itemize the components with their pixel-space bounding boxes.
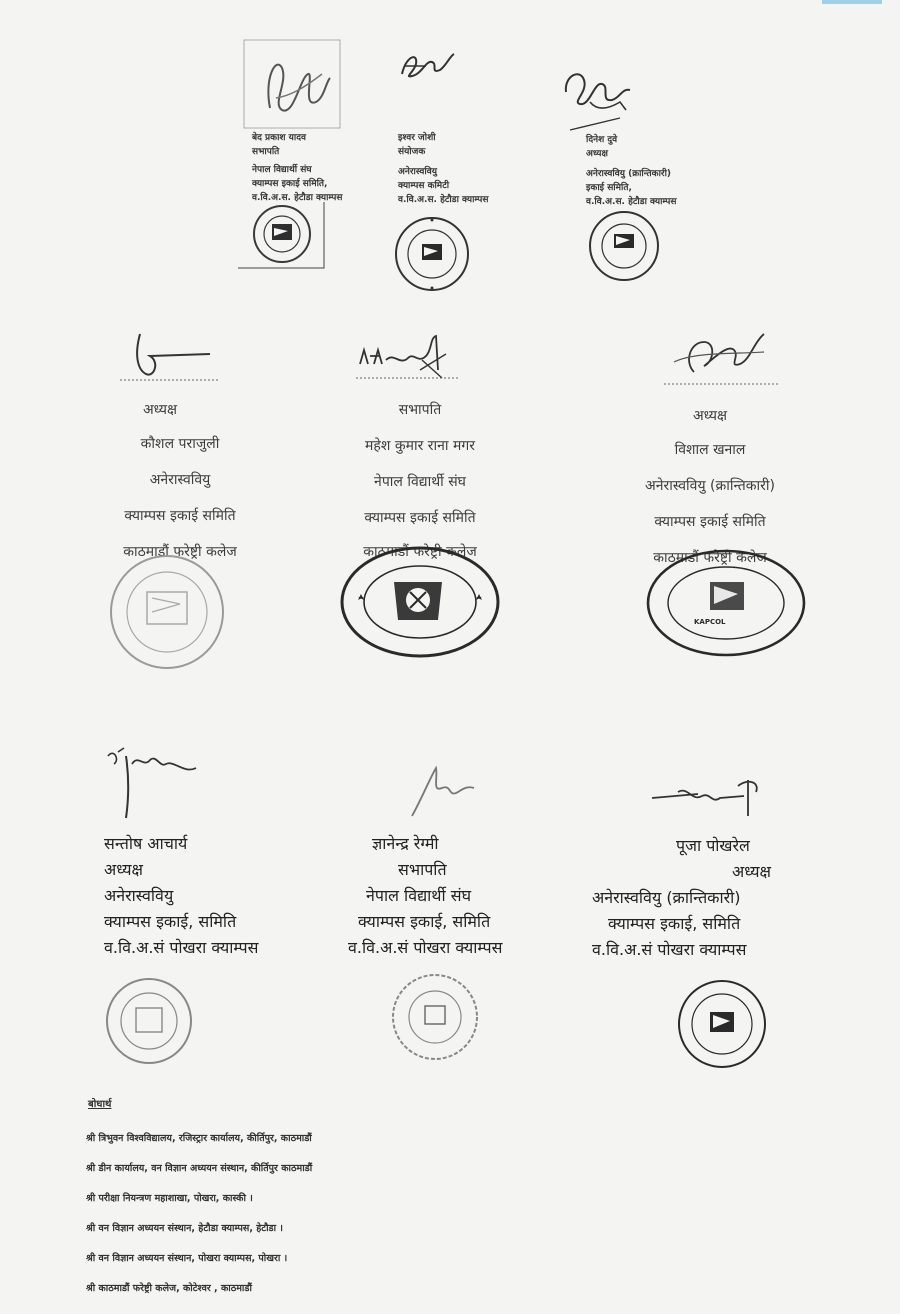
org-line: क्याम्पस इकाई, समिति (358, 912, 491, 931)
org-line: क्याम्पस इकाई, समिति (104, 912, 237, 931)
cc-item: श्री वन विज्ञान अध्ययन संस्थान, हेटौडा क्याम्पस, हेटौडा । (86, 1223, 284, 1234)
signatory-title: सभापति (398, 860, 447, 879)
org-line: व.वि.अ.स. हेटौडा क्याम्पस (398, 195, 489, 205)
official-stamp (236, 200, 328, 274)
official-stamp (102, 552, 232, 676)
official-stamp (390, 972, 480, 1066)
signature-image (654, 322, 784, 392)
signature-image (648, 772, 768, 822)
signatory-name: कौशल पराजुली (140, 436, 220, 452)
org-line: काठमाडौं फरेष्ट्री कलेज (363, 544, 477, 560)
org-line: अनेरास्ववियु (149, 472, 211, 488)
cc-item: श्री काठमाडौं फरेष्ट्री कलेज, कोटेश्वर , काठमाडौं (86, 1283, 252, 1294)
cc-list (86, 1124, 312, 1304)
cc-heading: बोधार्थ (88, 1099, 112, 1110)
org-line: नेपाल विद्यार्थी संघ (252, 165, 312, 175)
signatory-name: इश्वर जोशी (398, 133, 436, 143)
signatory-name: ज्ञानेन्द्र रेग्मी (372, 834, 439, 853)
signatory-title: अध्यक्ष (142, 402, 178, 418)
org-line: क्याम्पस इकाई समिति (364, 510, 476, 526)
official-stamp (392, 214, 472, 298)
signatory-bot-1 (104, 744, 304, 1074)
signatory-name: पूजा पोखरेल (676, 836, 750, 855)
org-line: काठमाडौं फरेष्ट्री कलेज (123, 544, 237, 560)
org-line: क्याम्पस इकाई, समिति (608, 914, 741, 933)
org-line: अनेरास्ववियु (क्रान्तिकारी) (592, 888, 741, 907)
signatory-title: सभापति (398, 402, 442, 418)
org-line: इकाई समिति, (586, 183, 632, 193)
org-line: क्याम्पस इकाई समिति (124, 508, 236, 524)
signatory-top-2 (380, 44, 520, 296)
signatory-mid-3 (610, 322, 810, 662)
org-line: क्याम्पस इकाई समिति, (252, 179, 328, 189)
cc-item: श्री वन विज्ञान अध्ययन संस्थान, पोखरा क्याम्पस, पोखरा । (86, 1253, 288, 1264)
official-stamp (586, 208, 662, 288)
signatory-title: अध्यक्ष (104, 860, 143, 879)
org-line: अनेरास्ववियु (क्रान्तिकारी) (586, 169, 672, 179)
signatory-title: अध्यक्ष (586, 149, 608, 159)
org-line: नेपाल विद्यार्थी संघ (366, 886, 472, 905)
signatory-title: अध्यक्ष (732, 862, 771, 881)
signatory-bot-3 (592, 772, 812, 1072)
signatory-mid-1 (80, 326, 280, 666)
signature-image (104, 744, 204, 824)
signature-image (120, 326, 260, 386)
signatory-name: दिनेश दुवे (586, 135, 618, 145)
signatory-top-1 (236, 38, 343, 270)
signatory-title: सभापति (252, 147, 280, 157)
org-line: अनेरास्ववियु (104, 886, 174, 905)
signatory-name: महेश कुमार राना मगर (365, 438, 475, 454)
signature-image (402, 758, 482, 828)
stamp-label: KAPCOL (694, 618, 726, 626)
org-line: अनेरास्ववियु (क्रान्तिकारी) (645, 478, 775, 494)
signature-image (396, 44, 466, 84)
signatory-bot-2 (348, 758, 548, 1078)
cc-item: श्री परीक्षा नियन्त्रण महाशाखा, पोखरा, कास्की । (86, 1193, 253, 1204)
org-line: व.वि.अ.स. हेटौडा क्याम्पस (586, 197, 677, 207)
signatory-name: विशाल खनाल (674, 442, 746, 458)
official-stamp (338, 544, 502, 664)
signatory-title: अध्यक्ष (692, 408, 728, 424)
official-stamp (104, 976, 194, 1070)
official-stamp (644, 548, 808, 662)
org-line: व.वि.अ.सं पोखरा क्याम्पस (104, 938, 259, 957)
signatory-name: बेद प्रकाश यादव (252, 133, 307, 143)
signature-image (350, 330, 470, 390)
org-line: क्याम्पस इकाई समिति (654, 514, 766, 530)
org-line: अनेरास्ववियु (398, 167, 437, 177)
org-line: व.वि.अ.सं पोखरा क्याम्पस (592, 940, 747, 959)
cc-item: श्री त्रिभुवन विश्वविद्यालय, रजिस्ट्रार कार्यालय, कीर्तिपुर, काठमाडौं (86, 1133, 312, 1144)
signature-image (560, 62, 640, 132)
org-line: काठमाडौं फरेष्ट्री कलेज (653, 550, 767, 566)
signature-image (242, 38, 342, 130)
scan-edge-mark (822, 0, 882, 4)
signatory-mid-2 (320, 330, 520, 660)
signatory-title: संयोजक (398, 147, 426, 157)
org-line: क्याम्पस कमिटी (398, 181, 450, 191)
signatory-name: सन्तोष आचार्य (104, 834, 188, 853)
cc-item: श्री डीन कार्यालय, वन विज्ञान अध्ययन संस्थान, कीर्तिपुर काठमाडौं (86, 1163, 313, 1174)
org-line: व.वि.अ.सं पोखरा क्याम्पस (348, 938, 503, 957)
org-line: नेपाल विद्यार्थी संघ (374, 474, 466, 490)
signatory-top-3 (560, 62, 710, 294)
official-stamp (676, 978, 768, 1074)
org-line: व.वि.अ.स. हेटौडा क्याम्पस (252, 193, 343, 203)
